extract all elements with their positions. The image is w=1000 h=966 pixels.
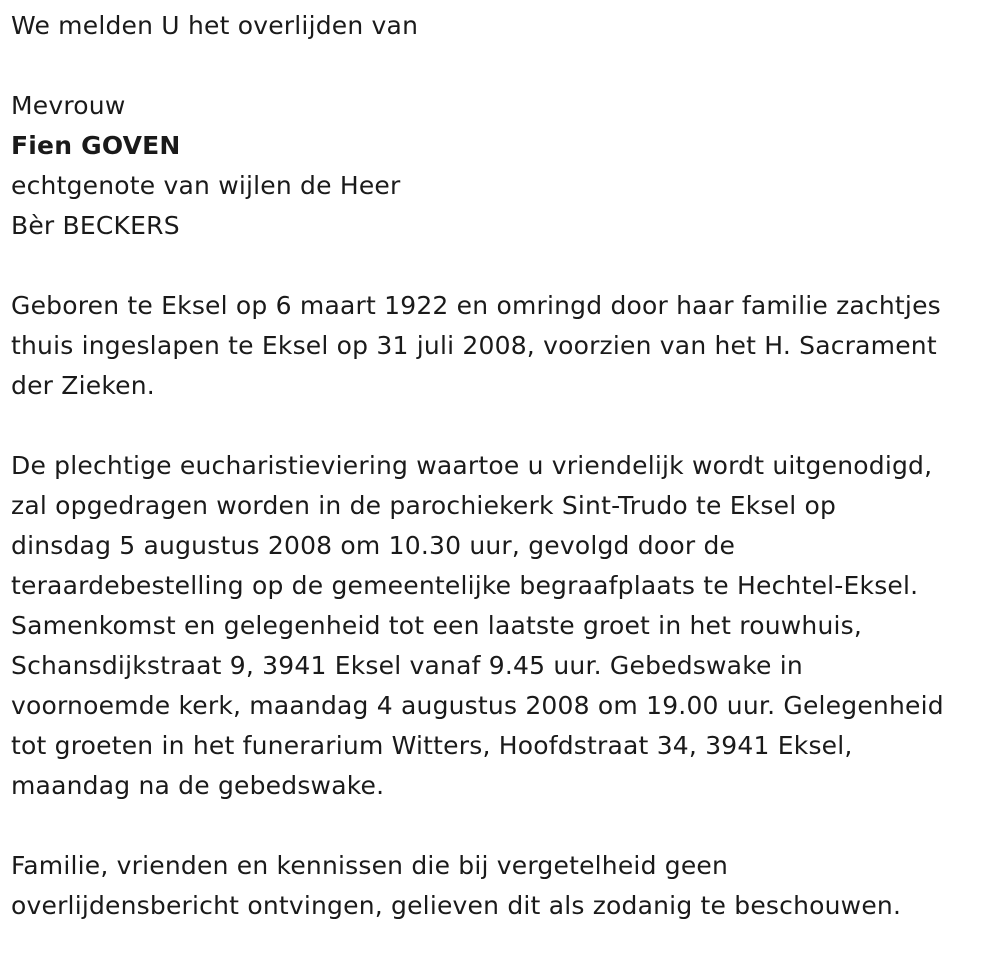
paragraph-line: thuis ingeslapen te Eksel op 31 juli 2008, voorzien van het H. Sacrament	[11, 331, 937, 360]
spacer	[11, 46, 996, 86]
paragraph-line: Geboren te Eksel op 6 maart 1922 en omringd door haar familie zachtjes	[11, 291, 941, 320]
paragraph-line: der Zieken.	[11, 371, 155, 400]
spacer	[11, 806, 996, 846]
birth-paragraph	[11, 286, 996, 406]
spacer	[11, 246, 996, 286]
paragraph-line: dinsdag 5 augustus 2008 om 10.30 uur, gevolgd door de	[11, 531, 736, 560]
deceased-name: Fien GOVEN	[11, 131, 181, 160]
paragraph-line: teraardebestelling op de gemeentelijke begraafplaats te Hechtel-Eksel.	[11, 571, 919, 600]
intro-text: We melden U het overlijden van	[11, 11, 419, 40]
paragraph-line: voornoemde kerk, maandag 4 augustus 2008 om 19.00 uur. Gelegenheid	[11, 691, 944, 720]
paragraph-line: Schansdijkstraat 9, 3941 Eksel vanaf 9.45 uur. Gebedswake in	[11, 651, 803, 680]
relation-text: echtgenote van wijlen de Heer	[11, 171, 401, 200]
paragraph-line: overlijdensbericht ontvingen, gelieven dit als zodanig te beschouwen.	[11, 891, 902, 920]
honorific: Mevrouw	[11, 91, 126, 120]
paragraph-line: tot groeten in het funerarium Witters, Hoofdstraat 34, 3941 Eksel,	[11, 731, 853, 760]
paragraph-line: maandag na de gebedswake.	[11, 771, 385, 800]
spacer	[11, 406, 996, 446]
death-notice	[11, 6, 996, 926]
ceremony-paragraph	[11, 446, 996, 806]
closing-paragraph	[11, 846, 996, 926]
paragraph-line: De plechtige eucharistieviering waartoe u vriendelijk wordt uitgenodigd,	[11, 451, 933, 480]
paragraph-line: Familie, vrienden en kennissen die bij vergetelheid geen	[11, 851, 729, 880]
paragraph-line: Samenkomst en gelegenheid tot een laatste groet in het rouwhuis,	[11, 611, 863, 640]
spouse-name: Bèr BECKERS	[11, 211, 180, 240]
paragraph-line: zal opgedragen worden in de parochiekerk Sint-Trudo te Eksel op	[11, 491, 837, 520]
